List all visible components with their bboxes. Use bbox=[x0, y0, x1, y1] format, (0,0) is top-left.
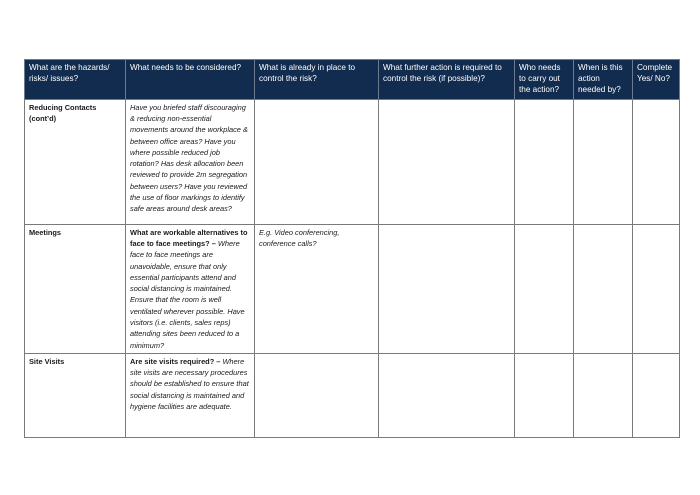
hazard-cell: Meetings bbox=[25, 224, 126, 353]
header-hazards: What are the hazards/ risks/ issues? bbox=[25, 60, 126, 100]
header-when: When is this action needed by? bbox=[574, 60, 633, 100]
in-place-cell[interactable] bbox=[255, 353, 379, 437]
consider-cell bbox=[126, 99, 255, 224]
header-complete: Complete Yes/ No? bbox=[633, 60, 680, 100]
consider-text: Where site visits are necessary procedures should be established to ensure that social distancing is maintained and hygiene facilities are adequate. bbox=[130, 356, 249, 412]
hazard-cell: Site Visits bbox=[25, 353, 126, 437]
header-row bbox=[25, 60, 680, 100]
consider-cell bbox=[126, 353, 255, 437]
table-row bbox=[25, 353, 680, 437]
consider-text: Have you briefed staff discouraging & reducing non-essential movements around the workplace & between office areas? Have you where possible reduced job rotation? Has desk allocation been reviewed to provide 2m segregation between users? Have you reviewed the use of floor markings to identify safe areas around desk areas? bbox=[130, 102, 248, 214]
risk-assessment-table bbox=[24, 59, 680, 438]
hazard-cell: Reducing Contacts (cont’d) bbox=[25, 99, 126, 224]
in-place-cell[interactable] bbox=[255, 99, 379, 224]
table-row bbox=[25, 99, 680, 224]
who-cell[interactable] bbox=[515, 224, 574, 353]
complete-cell[interactable] bbox=[633, 224, 680, 353]
in-place-cell[interactable]: E.g. Video conferencing, conference calls? bbox=[255, 224, 379, 353]
header-in-place: What is already in place to control the risk? bbox=[255, 60, 379, 100]
when-cell[interactable] bbox=[574, 353, 633, 437]
who-cell[interactable] bbox=[515, 99, 574, 224]
header-further-action: What further action is required to control the risk (if possible)? bbox=[379, 60, 515, 100]
further-action-cell[interactable] bbox=[379, 353, 515, 437]
who-cell[interactable] bbox=[515, 353, 574, 437]
header-considerations: What needs to be considered? bbox=[126, 60, 255, 100]
when-cell[interactable] bbox=[574, 224, 633, 353]
consider-text: Where face to face meetings are unavoidable, ensure that only essential participants attend and social distancing is maintained. Ensure that the room is well ventilated wherever possible. Have visitors (i.e. clients, sales reps) attending sites been reduced to a minimum? bbox=[130, 238, 245, 350]
consider-lead: Are site visits required? – bbox=[130, 356, 221, 366]
when-cell[interactable] bbox=[574, 99, 633, 224]
header-who: Who needs to carry out the action? bbox=[515, 60, 574, 100]
consider-cell bbox=[126, 224, 255, 353]
complete-cell[interactable] bbox=[633, 353, 680, 437]
further-action-cell[interactable] bbox=[379, 99, 515, 224]
complete-cell[interactable] bbox=[633, 99, 680, 224]
further-action-cell[interactable] bbox=[379, 224, 515, 353]
consider-lead: What are workable alternatives to face to face meetings? – bbox=[130, 227, 248, 248]
table-row bbox=[25, 224, 680, 353]
